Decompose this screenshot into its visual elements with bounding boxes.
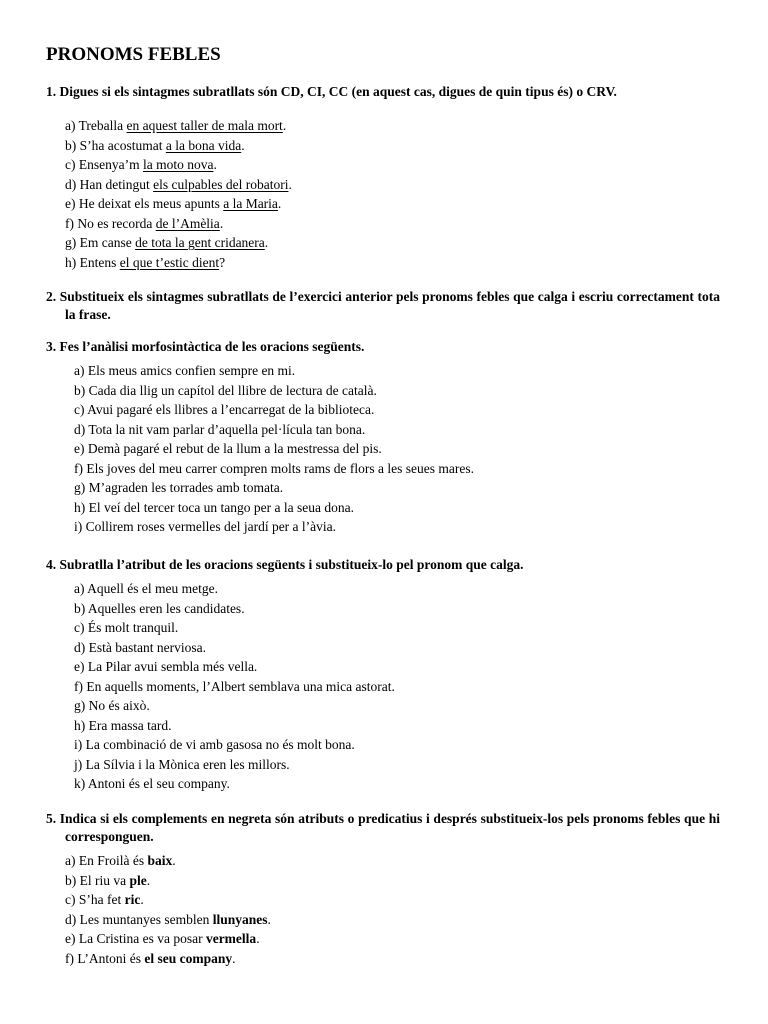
question-4-list [74,579,395,794]
list-item: a) Aquell és el meu metge. [74,581,218,596]
list-item: f) En aquells moments, l’Albert semblava una mica astorat. [74,678,395,694]
page-title: PRONOMS FEBLES [46,44,221,65]
list-item: f) Els joves del meu carrer compren molts rams de flors a les seues mares. [74,460,474,476]
list-item: c) És molt tranquil. [74,620,179,635]
question-2: 2. Substitueix els sintagmes subratllats de l’exercici anterior pels pronoms febles que calga i escriu correctament tota la frase. [46,289,720,322]
list-item: a) Treballa en aquest taller de mala mort. [65,118,287,133]
list-item: f) L’Antoni és el seu company. [65,950,236,966]
list-item: b) Aquelles eren les candidates. [74,600,245,616]
question-5-list [65,851,271,968]
list-item: g) Em canse de tota la gent cridanera. [65,235,269,250]
question-5: 5. Indica si els complements en negreta són atributs o predicatius i després substitueix-los pels pronoms febles que hi corresponguen. [46,811,720,844]
list-item: h) Entens el que t’estic dient? [65,254,226,270]
list-item: e) Demà pagaré el rebut de la llum a la mestressa del pis. [74,441,382,456]
list-item: c) S’ha fet ric. [65,892,144,907]
list-item: i) La combinació de vi amb gasosa no és molt bona. [74,737,355,752]
question-1-list [65,116,292,272]
list-item: d) Han detingut els culpables del robatori. [65,176,292,192]
question-1: 1. Digues si els sintagmes subratllats són CD, CI, CC (en aquest cas, digues de quin tipus és) o CRV. [46,84,617,99]
list-item: k) Antoni és el seu company. [74,776,230,791]
list-item: e) La Pilar avui sembla més vella. [74,659,258,674]
list-item: b) El riu va ple. [65,872,151,888]
list-item: d) Està bastant nerviosa. [74,639,206,655]
list-item: i) Collirem roses vermelles del jardí per a l’àvia. [74,519,337,534]
list-item: f) No es recorda de l’Amèlia. [65,215,224,231]
list-item: e) La Cristina es va posar vermella. [65,931,260,946]
question-3: 3. Fes l’anàlisi morfosintàctica de les oracions següents. [46,339,365,354]
list-item: b) Cada dia llig un capítol del llibre de lectura de català. [74,382,377,398]
list-item: g) M’agraden les torrades amb tomata. [74,480,284,495]
list-item: d) Les muntanyes semblen llunyanes. [65,911,271,927]
list-item: a) En Froilà és baix. [65,853,176,868]
list-item: j) La Sílvia i la Mònica eren les millors. [74,756,290,772]
list-item: d) Tota la nit vam parlar d’aquella pel·lícula tan bona. [74,421,366,437]
list-item: a) Els meus amics confien sempre en mi. [74,363,296,378]
list-item: g) No és això. [74,698,150,713]
question-3-list [74,361,474,537]
list-item: c) Avui pagaré els llibres a l’encarregat de la biblioteca. [74,402,375,417]
question-4: 4. Subratlla l’atribut de les oracions següents i substitueix-lo pel pronom que calga. [46,557,524,572]
list-item: b) S’ha acostumat a la bona vida. [65,137,245,153]
list-item: h) El veí del tercer toca un tango per a la seua dona. [74,499,354,515]
list-item: c) Ensenya’m la moto nova. [65,157,217,172]
list-item: h) Era massa tard. [74,717,172,733]
list-item: e) He deixat els meus apunts a la Maria. [65,196,282,211]
